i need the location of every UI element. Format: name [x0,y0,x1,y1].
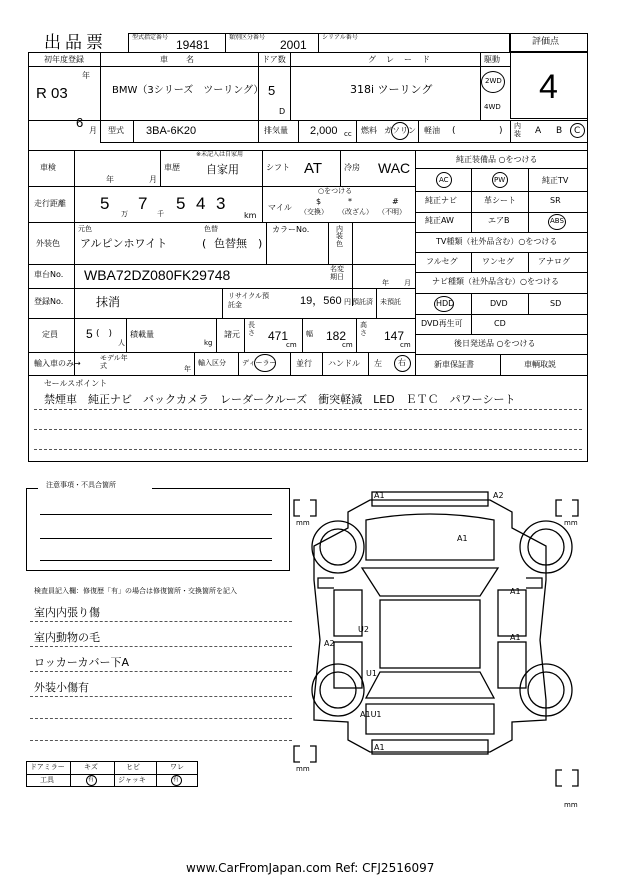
legend-mirror: ドアミラー [30,763,65,771]
width-unit: cm [342,341,353,349]
damage-mark-rear-window: U1 [366,669,377,678]
model-year-unit: 年 [184,365,191,373]
legend-break: ワレ [170,763,184,771]
hash-label: # [392,197,399,206]
mm-unit-bl: mm [296,765,310,773]
name-change-label: 名変期日 [330,265,344,281]
tv-fullseg: フルセグ [426,257,458,266]
load-label: 積載量 [130,330,154,339]
tamper-label: （改ざん） [338,208,373,216]
navi-dvd-play: DVD再生可 [421,319,463,328]
height-label: 高さ [360,321,367,337]
interior-grade-b: B [556,126,563,136]
recycle-unpaid: 未預託 [380,298,401,306]
mm-unit-br: mm [564,801,578,809]
type-label: 型式 [108,126,124,135]
color-value: アルピンホワイト [80,237,168,250]
reg-value: 抹消 [96,295,121,309]
damage-mark-left-rear: A2 [324,639,335,648]
doors-label: ドア数 [262,55,286,64]
displacement-label: 排気量 [264,126,288,135]
legend-tools-value: 有 [88,776,95,783]
recycle-value: 19，560 [300,295,342,307]
mileage-digit-5: 3 [216,194,226,213]
navi-sd: SD [550,299,562,308]
shift-value: AT [304,160,323,177]
unknown-label: （不明） [378,208,406,216]
first-reg-month-suffix: 月 [89,126,97,135]
handle-right: 右 [398,358,406,367]
shift-label: シフト [266,163,290,172]
grade-value: 318i ツーリング [350,83,433,96]
color-code-label: カラーNo. [272,225,310,234]
aircon-label: 冷房 [344,163,360,172]
legend-crack: ヒビ [126,763,140,771]
first-reg-year-suffix: 年 [82,71,90,80]
navi-hdd: HDD [436,299,455,308]
mileage-digit-4: 4 [196,194,206,213]
drive-4wd: 4WD [484,103,501,111]
recycle-label: リサイクル預託金 [228,292,270,310]
interior-label: 内装 [514,122,521,138]
equip-leather: 革シート [484,196,516,205]
legend-jack-value: 有 [173,776,180,783]
note-line-4: 外装小傷有 [34,681,89,694]
class-label: 類別区分番号 [229,34,266,41]
light-oil-label: 軽油 [424,126,440,135]
mileage-label: 走行距離 [34,199,66,208]
fuel-label: 燃料 [361,126,377,135]
capacity-label: 定員 [42,330,58,339]
inspection-month: 月 [149,175,157,184]
import-label: 輸入車のみ→ [34,359,81,368]
damage-mark-hood: A1 [457,534,468,543]
later-warranty: 新車保証書 [434,360,474,369]
first-reg-era-year: R 03 [36,85,68,102]
score-label: 評価点 [532,37,560,47]
length-value: 471 [268,329,289,343]
mileage-unit: km [244,211,257,220]
mileage-man: 万 [121,210,128,218]
model-code-label: 型式指定番号 [132,34,169,41]
inspection-label: 車検 [40,163,56,172]
color-label: 外装色 [36,239,60,248]
inspection-year: 年 [106,175,114,184]
height-value: 147 [384,329,405,343]
doors-suffix: D [279,107,286,116]
height-unit: cm [400,341,411,349]
handle-label: ハンドル [328,359,360,368]
mm-unit-tl: mm [296,519,310,527]
note-line-3: ロッカーカバー下A [34,656,130,669]
fuel-value: ガソリン [384,126,416,135]
recycle-unit: 円 [344,298,351,306]
displacement-unit: cc [344,130,352,138]
car-name: BMW（3シリーズ ツーリング） [112,85,264,96]
mm-unit-tr: mm [564,519,578,527]
color-change-label: 色替 [204,225,218,233]
import-dealer: ディーラー [242,359,277,367]
usage-value: 自家用 [206,163,239,176]
width-value: 182 [326,329,347,343]
class-code: 2001 [280,38,307,52]
drive-label: 駆動 [484,55,500,64]
name-change-year: 年 [382,279,389,287]
mileage-digit-2: 7 [138,194,148,213]
later-manual: 車輌取説 [524,360,556,369]
load-unit: kg [204,339,213,347]
equip-sr: SR [550,196,561,205]
damage-mark-front-left: A1 [374,491,385,500]
interior-grade-c: C [574,126,581,136]
original-color-label: 元色 [78,225,92,233]
drive-2wd: 2WD [485,77,502,85]
legend-jack: ジャッキ [118,776,146,784]
first-reg-label: 初年度登録 [44,55,84,64]
length-label: 長さ [248,321,255,337]
aircon-value: WAC [378,160,411,176]
width-label: 幅 [306,330,313,338]
equip-pw: PW [494,176,506,184]
capacity-value: 5 [86,327,93,341]
vin-value: WBA72DZ080FK29748 [84,267,231,283]
sales-point-label: セールスポイント [44,379,108,388]
equip-airbag: エアB [488,216,510,225]
equipment-title: 純正装備品 ○をつける [456,155,538,164]
interior-grade-a: A [535,126,542,136]
capacity-unit: 人 [118,339,125,347]
model-code: 19481 [176,38,210,52]
mileage-digit-3: 5 [176,194,186,213]
damage-mark-roof: U2 [358,625,369,634]
import-parallel: 並行 [296,359,312,368]
reg-label: 登録No. [34,297,64,306]
navi-title: ナビ種類（社外品含む）○をつける [432,277,559,286]
page-title: 出品票 [44,33,107,52]
first-reg-month: 6 [76,115,84,130]
equip-abs: ABS [550,217,564,225]
later-title: 後日発送品 ○をつける [454,339,536,348]
equip-aw: 純正AW [425,216,454,225]
dollar-label: $ [316,197,322,206]
mileage-sen: 千 [157,210,164,218]
interior-color-label: 内装色 [336,225,343,248]
legend-tools: 工具 [40,776,54,784]
serial-label: シリアル番号 [322,34,358,41]
footer-reference: www.CarFromJapan.com Ref: CFJ2516097 [186,861,435,875]
mileage-digit-1: 5 [100,194,110,213]
sales-point-text: 禁煙車 純正ナビ バックカメラ レーダークルーズ 衝突軽減 LED ＥＴＣ パワーシート [44,393,516,406]
damage-mark-right-rear-door: A1 [510,633,521,642]
import-type-label: 輸入区分 [198,359,226,367]
usage-label: 車歴 [164,163,180,172]
dims-label: 諸元 [224,330,240,339]
equip-navi: 純正ナビ [425,196,457,205]
damage-mark-right-fender: A1 [510,587,521,596]
equip-ac: AC [439,176,449,184]
tv-title: TV種類（社外品含む）○をつける [436,237,558,246]
exchange-label: （交換） [300,208,328,216]
inspector-label: 検査員記入欄：修復歴「有」の場合は修復箇所・交換箇所を記入 [34,587,237,595]
name-change-month: 月 [404,279,411,287]
notes-label: 注意事項・不具合箇所 [46,481,116,489]
model-year-label: モデル年式 [100,354,128,371]
note-line-1: 室内内張り傷 [34,606,100,619]
mile-label: マイル [268,203,292,212]
handle-left: 左 [374,359,382,368]
usage-note: ※未記入は自家用 [196,151,244,158]
mileage-circle-note: ○をつける [318,187,353,195]
navi-dvd: DVD [490,299,508,308]
vin-label: 車台No. [34,270,64,279]
note-line-2: 室内動物の毛 [34,631,100,644]
color-change-value: 色替無 [214,237,247,250]
car-name-label: 車名 [160,55,212,64]
score-value: 4 [539,68,558,106]
displacement-value: 2,000 [310,125,338,137]
tv-oneseg: ワンセグ [482,257,514,266]
damage-mark-front-right: A2 [493,491,504,500]
doors-value: 5 [268,83,276,98]
damage-mark-trunk: A1U1 [360,710,382,719]
navi-cd: CD [494,319,506,328]
equip-tv: 純正TV [542,176,569,185]
legend-scratch: キズ [84,763,98,771]
type-value: 3BA-6K20 [146,125,197,137]
grade-label: グレード [368,55,440,64]
tv-analog: アナログ [538,257,570,266]
length-unit: cm [286,341,297,349]
damage-mark-rear-bumper: A1 [374,743,385,752]
recycle-status: 預託済 [352,298,373,306]
